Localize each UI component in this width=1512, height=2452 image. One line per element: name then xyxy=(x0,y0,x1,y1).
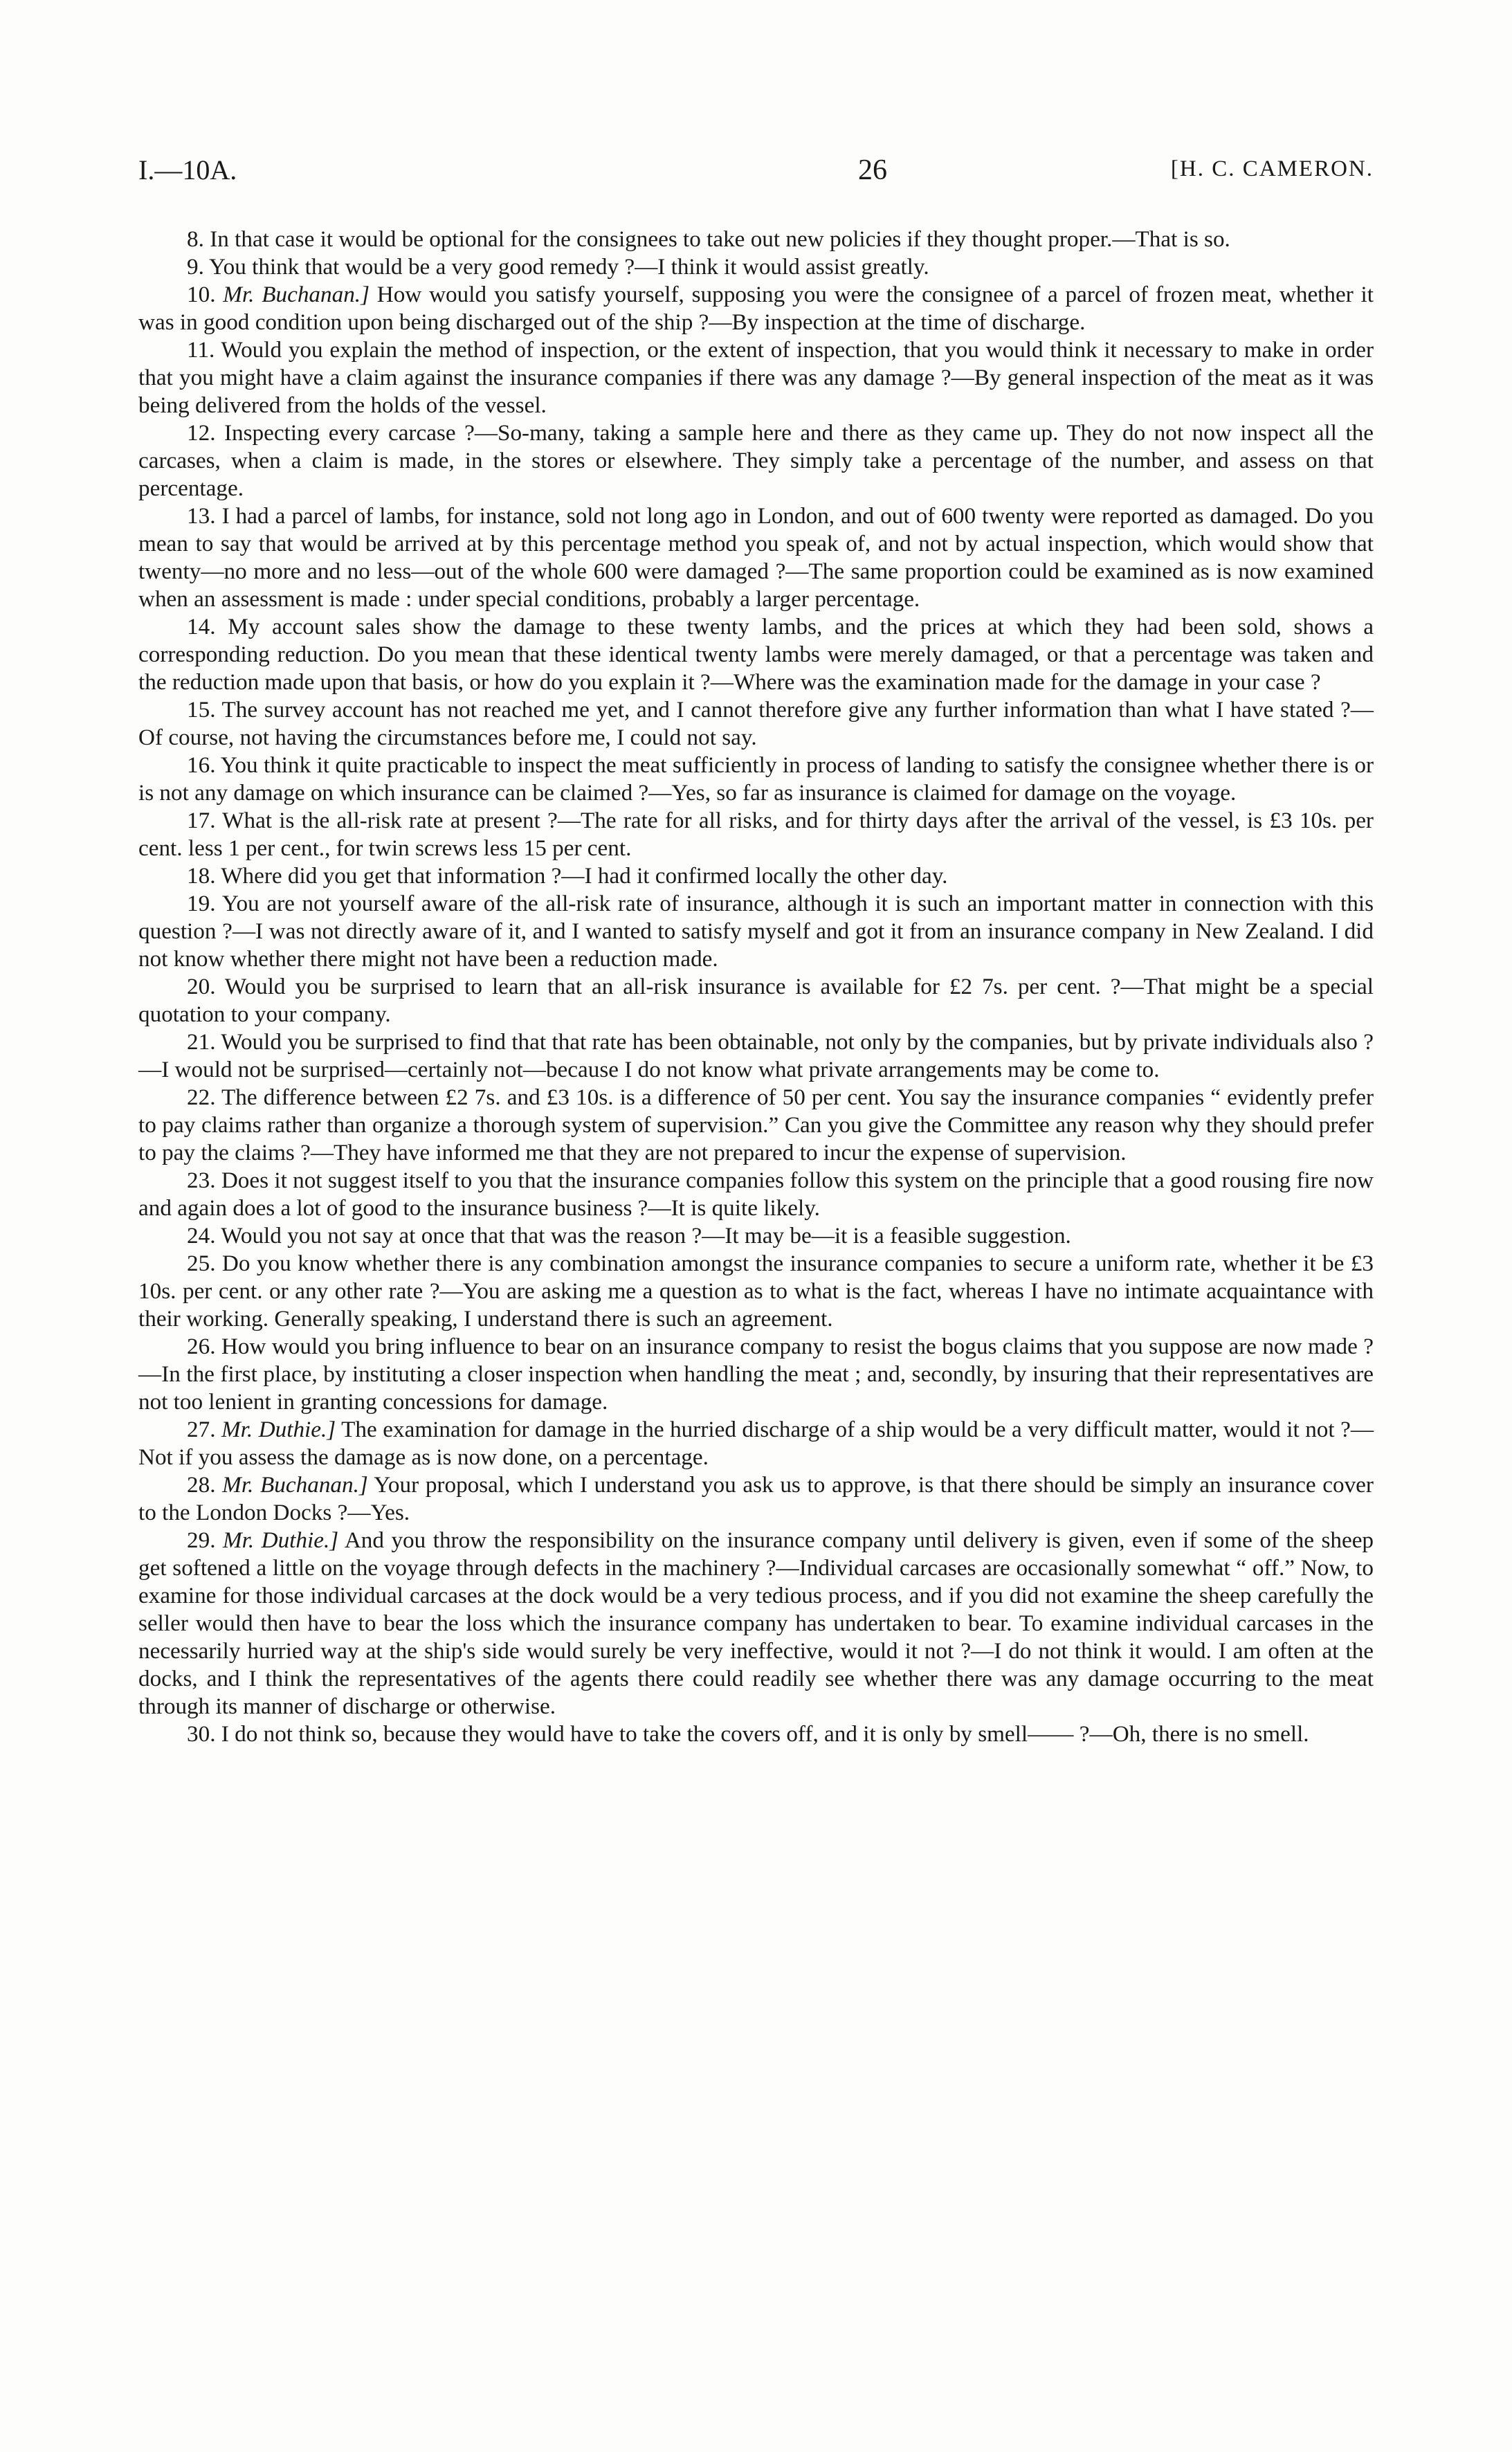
question-text: How would you bring influence to bear on an insurance company to resist the bogus claims that you suppose are now made ?—In the first place, by instituting a closer inspection when handling the meat ; and, secondly, by insuring that their representatives are not too lenient in granting concessions for damage. xyxy=(138,1334,1374,1415)
page-number: 26 xyxy=(858,154,887,186)
question-number: 27. xyxy=(187,1417,216,1442)
question-paragraph xyxy=(138,890,1374,973)
question-number: 12. xyxy=(187,420,216,446)
question-number: 29. xyxy=(187,1527,216,1553)
question-number: 21. xyxy=(187,1029,216,1055)
question-text: The difference between £2 7s. and £3 10s. is a difference of 50 per cent. You say the insurance companies “ evidently prefer to pay claims rather than organize a thorough system of supervision.” Can you give the Committee any reason why they should prefer to pay the claims ?—They have informed me that they are not prepared to incur the expense of supervision. xyxy=(138,1084,1374,1165)
question-number: 22. xyxy=(187,1084,216,1110)
question-paragraph xyxy=(138,752,1374,807)
question-paragraph xyxy=(138,1028,1374,1084)
question-number: 17. xyxy=(187,808,216,833)
question-text: Would you be surprised to find that that rate has been obtainable, not only by the companies, but by private individuals also ?—I would not be surprised—certainly not—because I do not know what private arrangements may be come to. xyxy=(138,1029,1374,1082)
question-paragraph xyxy=(138,1084,1374,1167)
question-number: 13. xyxy=(187,503,216,529)
question-number: 23. xyxy=(187,1168,216,1193)
question-number: 18. xyxy=(187,863,216,889)
question-number: 24. xyxy=(187,1223,216,1248)
question-paragraph xyxy=(138,696,1374,752)
question-paragraph xyxy=(138,336,1374,419)
question-paragraph xyxy=(138,973,1374,1028)
question-text: The survey account has not reached me yet, and I cannot therefore give any further information than what I have stated ?—Of course, not having the circumstances before me, I could not say. xyxy=(138,697,1374,750)
question-paragraph xyxy=(138,502,1374,613)
question-paragraph xyxy=(138,862,1374,890)
document-reference: I.—10A. xyxy=(138,154,237,185)
speaker-label: Mr. Buchanan.] xyxy=(222,1472,368,1498)
speaker-label: Mr. Duthie.] xyxy=(221,1417,336,1442)
question-text: Would you be surprised to learn that an all-risk insurance is available for £2 7s. per cent. ?—That might be a special quotation to your company. xyxy=(138,974,1374,1027)
question-text: Your proposal, which I understand you ask us to approve, is that there should be simply an insurance cover to the London Docks ?—Yes. xyxy=(138,1472,1374,1525)
question-text: The examination for damage in the hurried discharge of a ship would be a very difficult matter, would it not ?—Not if you assess the damage as is now done, on a percentage. xyxy=(138,1417,1374,1470)
question-paragraph xyxy=(138,1471,1374,1527)
question-paragraph xyxy=(138,1416,1374,1471)
question-number: 25. xyxy=(187,1251,216,1276)
question-paragraph xyxy=(138,1250,1374,1333)
question-text: In that case it would be optional for the consignees to take out new policies if they thought proper.—That is so. xyxy=(210,226,1230,252)
question-paragraph xyxy=(138,253,1374,281)
question-number: 28. xyxy=(187,1472,216,1498)
question-number: 14. xyxy=(187,614,216,639)
question-paragraph xyxy=(138,1167,1374,1222)
speaker-label: Mr. Duthie.] xyxy=(222,1527,339,1553)
question-paragraph xyxy=(138,1333,1374,1416)
page-header xyxy=(138,154,1374,195)
question-paragraph xyxy=(138,1527,1374,1720)
question-paragraph xyxy=(138,419,1374,502)
question-text: Does it not suggest itself to you that the insurance companies follow this system on the principle that a good rousing fire now and again does a lot of good to the insurance business ?—It is quite likely. xyxy=(138,1168,1374,1221)
question-number: 11. xyxy=(187,337,215,363)
question-paragraph xyxy=(138,281,1374,336)
question-number: 30. xyxy=(187,1721,216,1747)
question-text: Would you explain the method of inspection, or the extent of inspection, that you would think it necessary to make in order that you might have a claim against the insurance companies if there was any damage ?—By general inspection of the meat as it was being delivered from the holds of the vessel. xyxy=(138,337,1374,418)
question-text: I had a parcel of lambs, for instance, sold not long ago in London, and out of 600 twenty were reported as damaged. Do you mean to say that would be arrived at by this percentage method you speak of, and not by actual inspection, which would show that twenty—no more and no less—out of the whole 600 were damaged ?—The same proportion could be examined as is now examined when an assessment is made : under special conditions, probably a larger percentage. xyxy=(138,503,1374,612)
question-number: 19. xyxy=(187,891,216,916)
question-text: You are not yourself aware of the all-risk rate of insurance, although it is such an important matter in connection with this question ?—I was not directly aware of it, and I wanted to satisfy myself and got it from an insurance company in New Zealand. I did not know whether there might not have been a reduction made. xyxy=(138,891,1374,972)
question-paragraph xyxy=(138,1222,1374,1250)
question-text: And you throw the responsibility on the insurance company until delivery is given, even if some of the sheep get softened a little on the voyage through defects in the machinery ?—Individual carcases are occasionally somewhat “ off.” Now, to examine for those individual carcases at the dock would be a very tedious process, and if you did not examine the sheep carefully the seller would then have to bear the loss which the insurance company has undertaken to bear. To examine individual carcases in the necessarily hurried way at the ship's side would surely be very ineffective, would it not ?—I do not think it would. I am often at the docks, and I think the representatives of the agents there could readily see whether there was any damage occurring to the meat through its manner of discharge or otherwise. xyxy=(138,1527,1374,1719)
question-text: How would you satisfy yourself, supposing you were the consignee of a parcel of frozen meat, whether it was in good condition upon being discharged out of the ship ?—By inspection at the time of discharge. xyxy=(138,282,1374,335)
question-number: 10. xyxy=(187,282,216,307)
body-text xyxy=(138,226,1374,1748)
witness-name: [H. C. CAMERON. xyxy=(1170,156,1374,181)
question-text: Inspecting every carcase ?—So-many, taking a sample here and there as they came up. They do not now inspect all the carcases, when a claim is made, in the stores or elsewhere. They simply take a percentage of the number, and assess on that percentage. xyxy=(138,420,1374,501)
question-number: 20. xyxy=(187,974,216,999)
question-text: I do not think so, because they would have to take the covers off, and it is only by smell—— ?—Oh, there is no smell. xyxy=(221,1721,1309,1747)
question-text: You think that would be a very good remedy ?—I think it would assist greatly. xyxy=(208,254,929,280)
question-text: What is the all-risk rate at present ?—The rate for all risks, and for thirty days after the arrival of the vessel, is £3 10s. per cent. less 1 per cent., for twin screws less 15 per cent. xyxy=(138,808,1374,861)
question-paragraph xyxy=(138,1720,1374,1748)
question-text: Would you not say at once that that was the reason ?—It may be—it is a feasible suggestion. xyxy=(221,1223,1071,1248)
question-number: 16. xyxy=(187,752,216,778)
question-paragraph xyxy=(138,807,1374,862)
question-text: Where did you get that information ?—I had it confirmed locally the other day. xyxy=(221,863,948,889)
question-number: 15. xyxy=(187,697,216,723)
question-text: My account sales show the damage to these twenty lambs, and the prices at which they had been sold, shows a corresponding reduction. Do you mean that these identical twenty lambs were merely damaged, or that a percentage was taken and the reduction made upon that basis, or how do you explain it ?—Where was the examination made for the damage in your case ? xyxy=(138,614,1374,695)
question-number: 8. xyxy=(187,226,204,252)
question-text: Do you know whether there is any combination amongst the insurance companies to secure a uniform rate, whether it be £3 10s. per cent. or any other rate ?—You are asking me a question as to what is the fact, whereas I have no intimate acquaintance with their working. Generally speaking, I understand there is such an agreement. xyxy=(138,1251,1374,1332)
question-number: 26. xyxy=(187,1334,216,1359)
speaker-label: Mr. Buchanan.] xyxy=(223,282,370,307)
question-number: 9. xyxy=(187,254,204,280)
question-paragraph xyxy=(138,226,1374,253)
question-text: You think it quite practicable to inspect the meat sufficiently in process of landing to satisfy the consignee whether there is or is not any damage on which insurance can be claimed ?—Yes, so far as insurance is claimed for damage on the voyage. xyxy=(138,752,1374,806)
question-paragraph xyxy=(138,613,1374,696)
